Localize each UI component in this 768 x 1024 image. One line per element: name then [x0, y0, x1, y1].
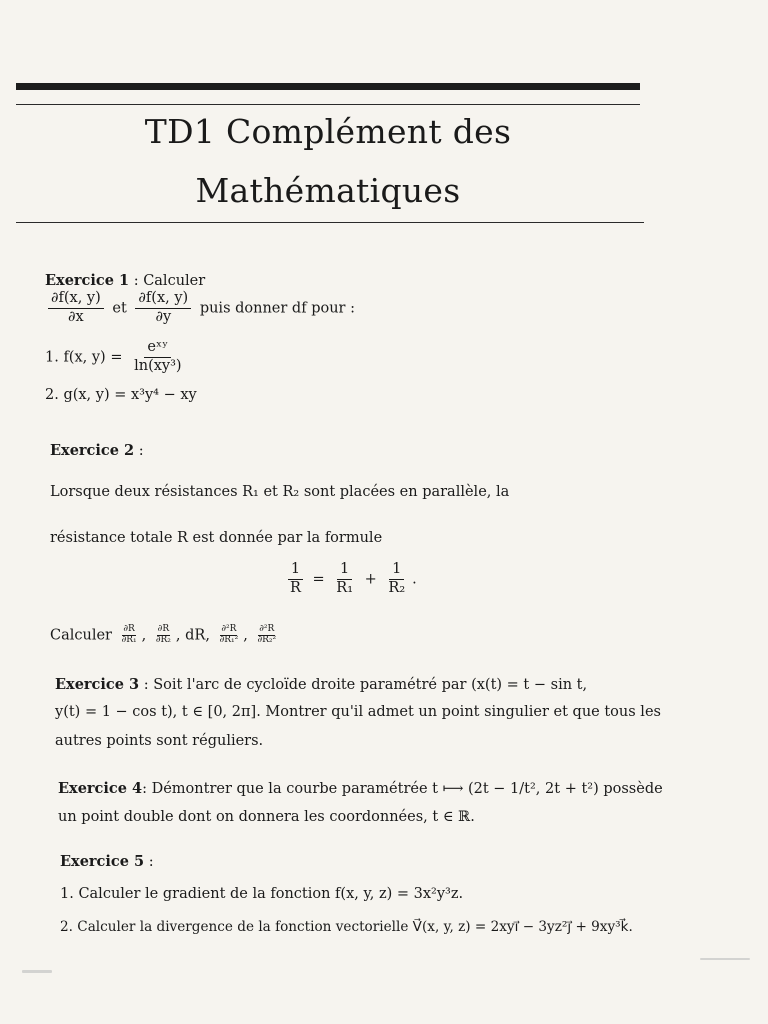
exercise-2-heading [50, 442, 144, 459]
exercise-4-text-1: : Démontrer que la courbe paramétrée t ⟼ (2t − 1/t², 2t + t²) possède [142, 781, 663, 797]
dR-dR1-denominator: ∂R₁ [121, 634, 137, 645]
formula-r2-denominator: R₂ [388, 579, 406, 596]
exercise-1-heading [45, 272, 205, 289]
formula-plus: + [364, 571, 377, 588]
partial-y-fraction [135, 291, 191, 326]
scan-speck [700, 958, 750, 960]
exercise-3-line-3: autres points sont réguliers. [55, 733, 264, 749]
exercise-3-label: Exercice 3 [55, 676, 140, 693]
page-title-line1: TD1 Complément des [144, 112, 512, 151]
top-thick-rule [16, 83, 640, 90]
exercise-5-heading [60, 853, 154, 870]
formula-r1-numerator: 1 [337, 562, 352, 580]
dR-dR2-numerator: ∂R [157, 624, 170, 634]
formula-lhs-numerator: 1 [288, 562, 303, 580]
exercise-1-item-2: 2. g(x, y) = x³y⁴ − xy [45, 387, 197, 403]
d2R-dR1-numerator: ∂²R [221, 624, 237, 634]
exercise-1-intro: : Calculer [129, 273, 206, 289]
exercise-5-colon: : [144, 854, 154, 870]
partial-y-numerator: ∂f(x, y) [135, 291, 191, 309]
et-word: et [112, 300, 127, 317]
d2R-dR1-fraction [219, 625, 240, 646]
exercise-4-line-2: un point double dont on donnera les coordonnées, t ∈ ℝ. [58, 809, 475, 825]
dR-term: dR, [185, 627, 210, 644]
d2R-dR1-denominator: ∂R₁² [219, 634, 239, 645]
d2R-dR2-denominator: ∂R₂² [257, 634, 277, 645]
scan-speck [22, 970, 52, 973]
formula-equals: = [312, 571, 325, 588]
title-bottom-rule [16, 222, 644, 223]
exercise-1-item-1 [45, 340, 189, 375]
item-1-fraction [131, 340, 184, 375]
page-title-line2: Mathématiques [195, 171, 461, 210]
separator-comma: , [141, 627, 147, 644]
formula-r2-fraction [385, 562, 408, 597]
formula-lhs-fraction [287, 562, 304, 597]
d2R-dR2-fraction [256, 625, 277, 646]
exercise-2-colon: : [134, 443, 144, 459]
exercise-2-calculate-line [50, 625, 281, 646]
exercise-2-line-2: résistance totale R est donnée par la formule [50, 530, 383, 546]
d2R-dR2-numerator: ∂²R [259, 624, 275, 634]
exercise-2-label: Exercice 2 [50, 442, 135, 459]
separator-comma: , [175, 627, 181, 644]
exercise-1-partials [44, 291, 355, 326]
exercise-4-line-1 [58, 780, 663, 797]
calculate-word: Calculer [50, 627, 112, 644]
item-1-denominator: ln(xy³) [134, 357, 182, 374]
formula-r2-numerator: 1 [389, 562, 404, 580]
formula-dot: . [412, 571, 417, 588]
item-1-lhs: 1. f(x, y) = [45, 349, 123, 366]
dR-dR1-numerator: ∂R [123, 624, 135, 634]
exercise-4-label: Exercice 4 [58, 780, 143, 797]
formula-r1-denominator: R₁ [336, 579, 354, 596]
exercise-5-item-2: 2. Calculer la divergence de la fonction vectorielle V⃗(x, y, z) = 2xyi⃗ − 3yz²j⃗ + 9xy³k⃗. [60, 919, 633, 935]
dR-dR2-denominator: ∂R₂ [155, 634, 171, 645]
exercise-1-tail: puis donner df pour : [199, 300, 355, 317]
exercise-5-item-1: 1. Calculer le gradient de la fonction f(x, y, z) = 3x²y³z. [60, 886, 464, 902]
dR-dR2-fraction [155, 625, 172, 646]
item-1-numerator: eˣʸ [144, 340, 171, 358]
exercise-3-line-1 [55, 676, 587, 693]
top-thin-rule [16, 104, 640, 105]
parallel-resistance-formula [283, 562, 417, 597]
formula-lhs-denominator: R [290, 579, 301, 596]
exercise-1-label: Exercice 1 [45, 272, 130, 289]
dR-dR1-fraction [121, 625, 138, 646]
exercise-2-line-1: Lorsque deux résistances R₁ et R₂ sont placées en parallèle, la [50, 484, 510, 500]
partial-x-fraction [48, 291, 104, 326]
partial-x-denominator: ∂x [68, 308, 84, 325]
exercise-3-text-1: : Soit l'arc de cycloïde droite paramétré par (x(t) = t − sin t, [139, 677, 588, 693]
exercise-3-line-2: y(t) = 1 − cos t), t ∈ [0, 2π]. Montrer qu'il admet un point singulier et que tous les [55, 704, 661, 720]
partial-x-numerator: ∂f(x, y) [48, 291, 104, 309]
separator-comma: , [243, 627, 248, 644]
formula-r1-fraction [333, 562, 356, 597]
exercise-5-label: Exercice 5 [60, 853, 145, 870]
partial-y-denominator: ∂y [155, 308, 172, 325]
